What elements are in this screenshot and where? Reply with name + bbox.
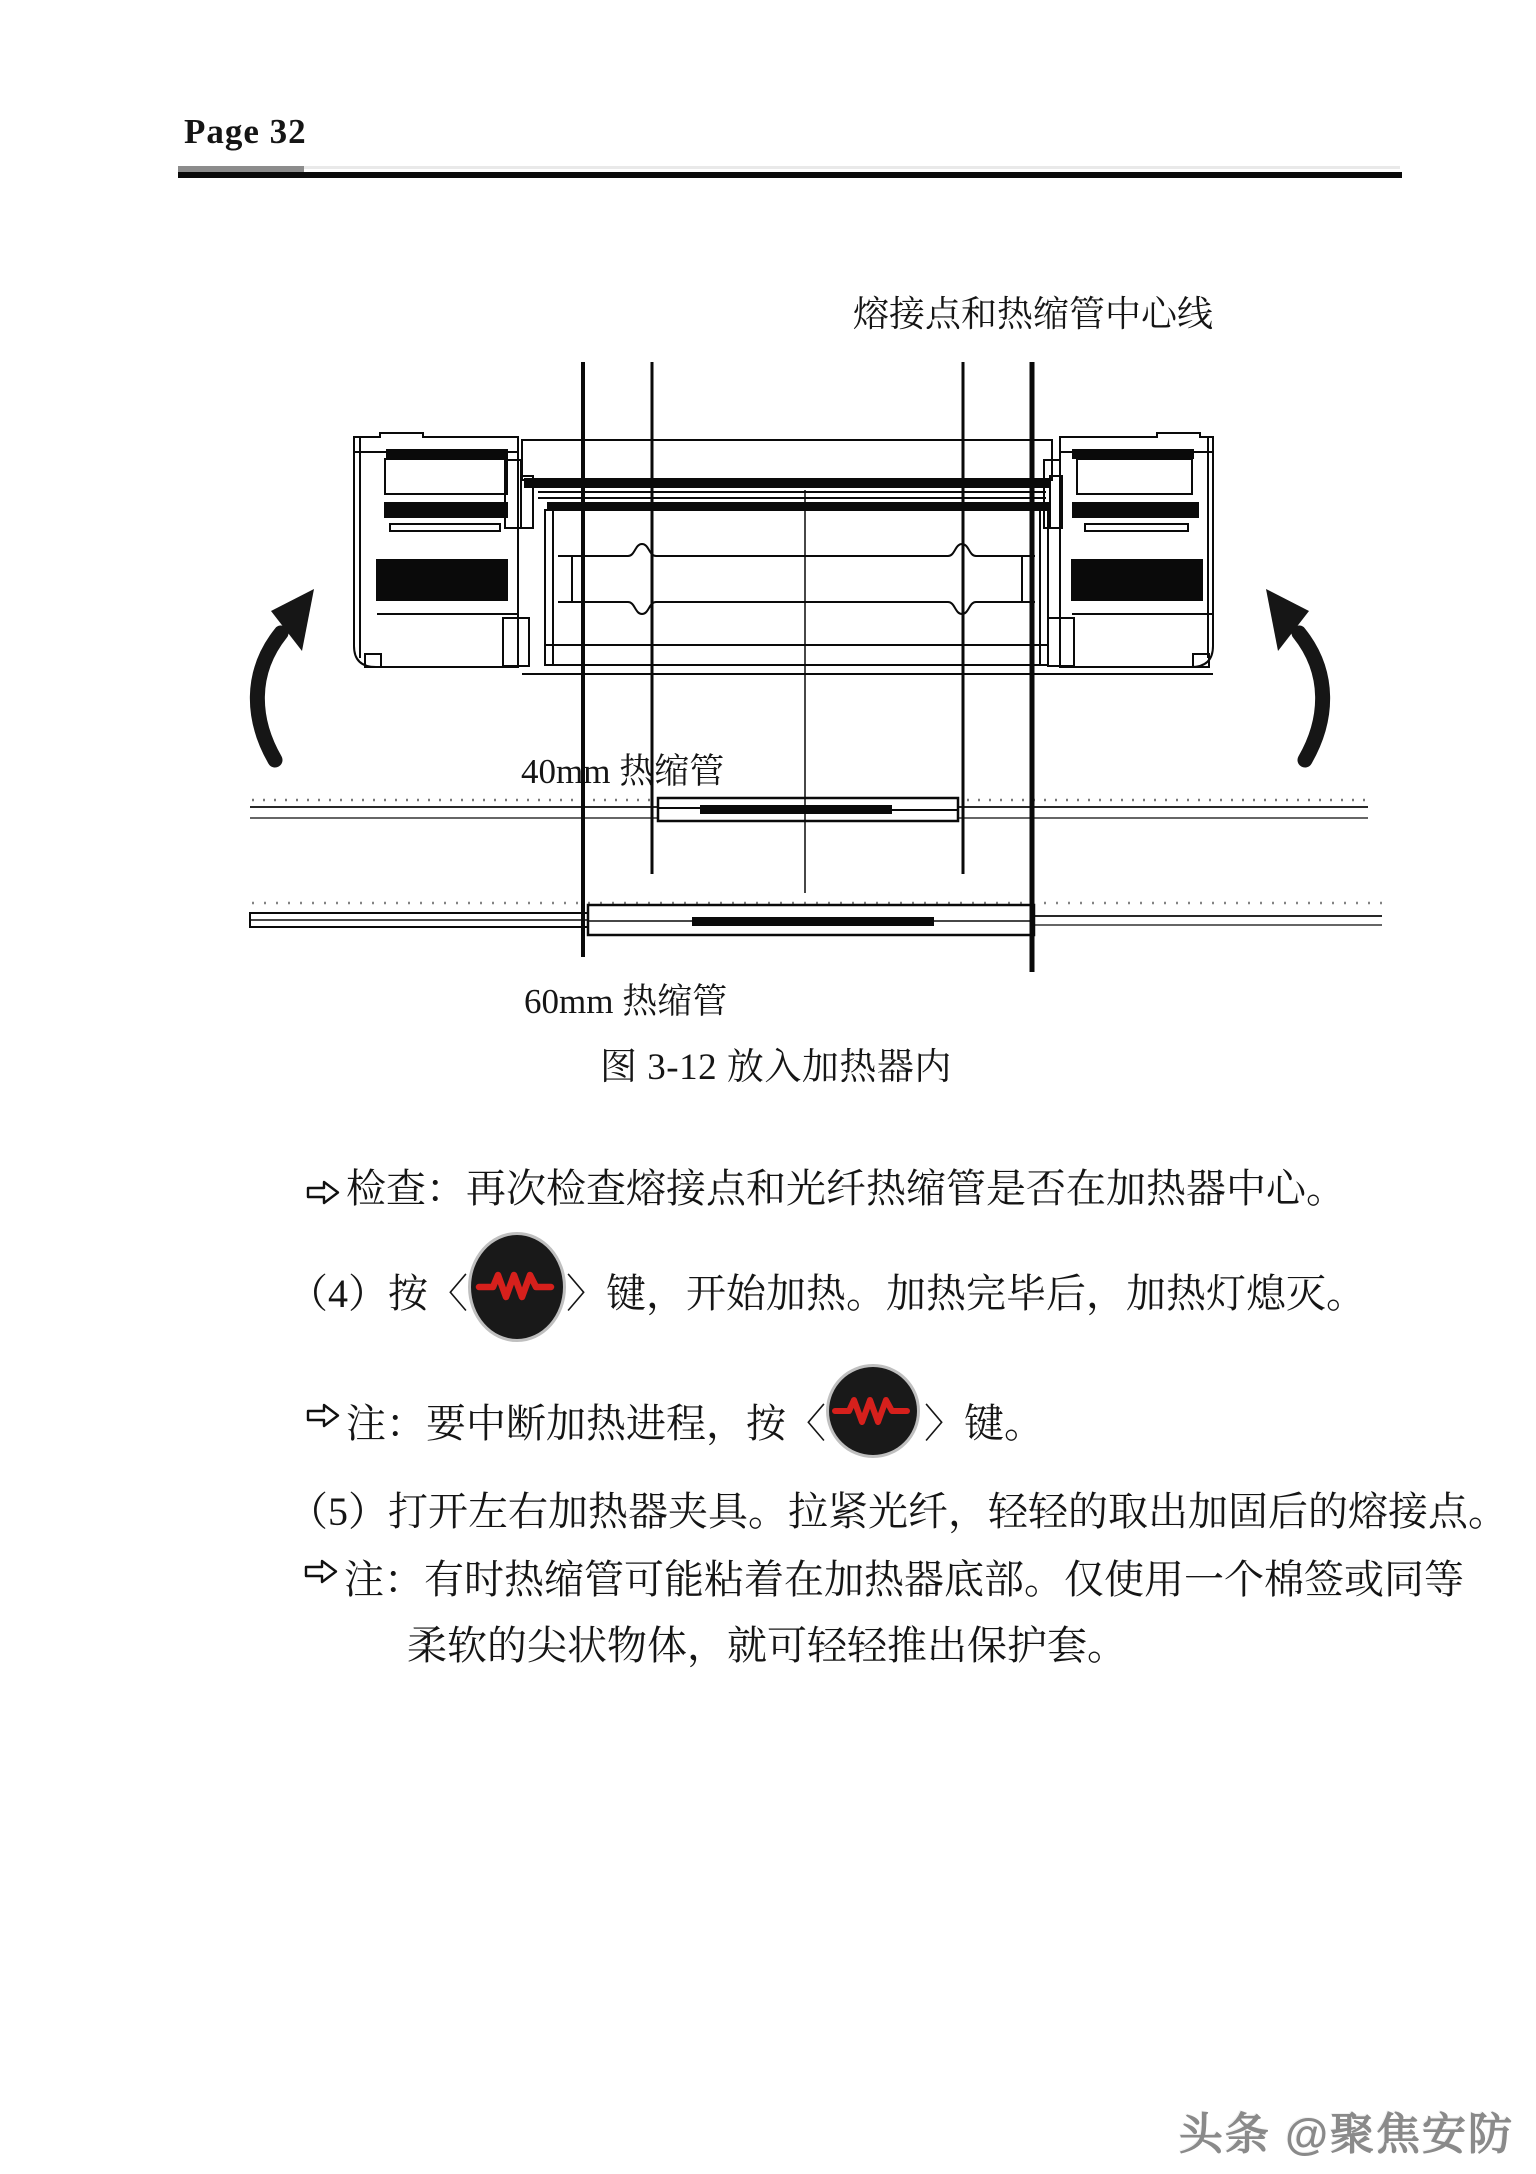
figure-40mm-tube-label: 40mm 热缩管 <box>521 752 725 791</box>
note-stuck-text2: 柔软的尖状物体，就可轻轻推出保护套。 <box>407 1623 1127 1668</box>
page-number-header: Page 32 <box>184 112 307 151</box>
instruction-check-line <box>305 1166 1346 1212</box>
instruction-step5-line <box>288 1489 1508 1535</box>
fiber-row-40mm <box>250 798 1368 821</box>
note-interrupt-suffix: 〉键。 <box>924 1401 1044 1446</box>
splice-core-40mm <box>700 805 892 814</box>
check-text: 检查：再次检查熔接点和光纤热缩管是否在加热器中心。 <box>346 1166 1346 1211</box>
heat-button-icon <box>468 1267 566 1307</box>
note-arrow-icon <box>305 1179 341 1206</box>
rotation-arrow-right-icon <box>1266 589 1323 760</box>
splice-core-60mm <box>692 917 934 926</box>
watermark: 头条 @聚焦安防 <box>1178 2110 1514 2159</box>
instruction-note-stuck-line2 <box>407 1623 1127 1669</box>
heater-body <box>354 433 1213 674</box>
note-interrupt-prefix: 注：要中断加热进程，按〈 <box>346 1401 826 1446</box>
figure-centerline-label: 熔接点和热缩管中心线 <box>853 294 1214 334</box>
instruction-step4-line <box>288 1267 1366 1317</box>
step4-suffix: 〉键，开始加热。加热完毕后，加热灯熄灭。 <box>566 1271 1366 1316</box>
step5-text: （5）打开左右加热器夹具。拉紧光纤，轻轻的取出加固后的熔接点。 <box>288 1489 1508 1534</box>
instruction-note-interrupt <box>305 1397 1044 1447</box>
centerline-guides <box>583 362 1032 972</box>
figure-60mm-tube-label: 60mm 热缩管 <box>524 982 728 1021</box>
fiber-row-60mm <box>250 903 1388 935</box>
note-stuck-text1: 注：有时热缩管可能粘着在加热器底部。仅使用一个棉签或同等 <box>344 1557 1464 1602</box>
left-heater-clamp <box>354 433 533 667</box>
heater-chamber <box>522 440 1213 674</box>
note-arrow-icon <box>305 1402 341 1429</box>
figure-caption: 图 3-12 放入加热器内 <box>600 1047 952 1088</box>
instruction-note-stuck-line1 <box>303 1557 1464 1603</box>
step4-prefix: （4）按〈 <box>288 1271 468 1316</box>
right-heater-clamp <box>1044 433 1213 667</box>
note-arrow-icon <box>303 1558 339 1585</box>
heat-button-icon <box>826 1397 924 1437</box>
rotation-arrow-left-icon <box>257 589 314 760</box>
